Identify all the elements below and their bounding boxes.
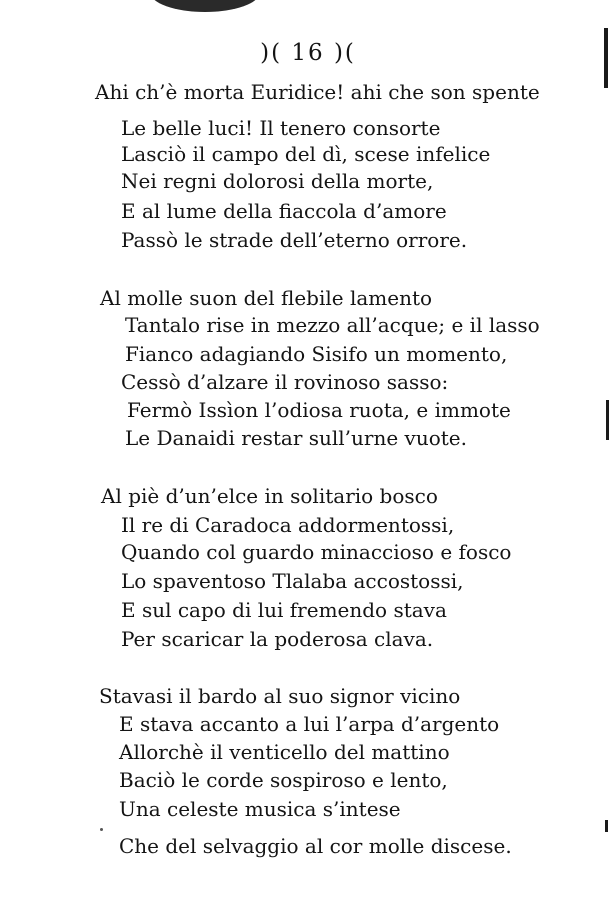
verse-line: Le Danaidi restar sull’urne vuote. <box>125 426 467 450</box>
verse-line: Al piè d’un’elce in solitario bosco <box>101 484 438 508</box>
verse-line: Fianco adagiando Sisifo un momento, <box>125 342 508 366</box>
verse-line: Tantalo rise in mezzo all’acque; e il lasso <box>125 313 540 337</box>
verse-line: Nei regni dolorosi della morte, <box>121 169 434 193</box>
verse-line: Ahi ch’è morta Euridice! ahi che son spente <box>95 80 540 104</box>
verse-line: E stava accanto a lui l’arpa d’argento <box>119 712 500 736</box>
verse-line: E al lume della fiaccola d’amore <box>121 199 447 223</box>
verse-line: Che del selvaggio al cor molle discese. <box>119 834 512 858</box>
verse-line: Lasciò il campo del dì, scese infelice <box>121 142 491 166</box>
scan-shadow <box>150 0 260 12</box>
verse-line: Quando col guardo minaccioso e fosco <box>121 540 512 564</box>
verse-line: Fermò Issìon l’odiosa ruota, e immote <box>127 398 511 422</box>
verse-line: Cessò d’alzare il rovinoso sasso: <box>121 370 449 394</box>
verse-line: Le belle luci! Il tenero consorte <box>121 116 441 140</box>
page-edge-mark <box>606 400 609 440</box>
verse-line: Per scaricar la poderosa clava. <box>121 627 434 651</box>
verse-line: Al molle suon del flebile lamento <box>100 286 433 310</box>
page-number: )( 16 )( <box>260 40 356 66</box>
verse-line: Lo spaventoso Tlalaba accostossi, <box>121 569 464 593</box>
verse-line: Passò le strade dell’eterno orrore. <box>121 228 468 252</box>
verse-line: Il re di Caradoca addormentossi, <box>121 513 455 537</box>
verse-line: Una celeste musica s’intese <box>119 797 401 821</box>
verse-line: Allorchè il venticello del mattino <box>119 740 450 764</box>
ink-speck <box>100 828 103 831</box>
page-edge-mark <box>605 820 608 832</box>
verse-line: Baciò le corde sospiroso e lento, <box>119 768 448 792</box>
verse-line: E sul capo di lui fremendo stava <box>121 598 447 622</box>
verse-line: Stavasi il bardo al suo signor vicino <box>99 684 461 708</box>
